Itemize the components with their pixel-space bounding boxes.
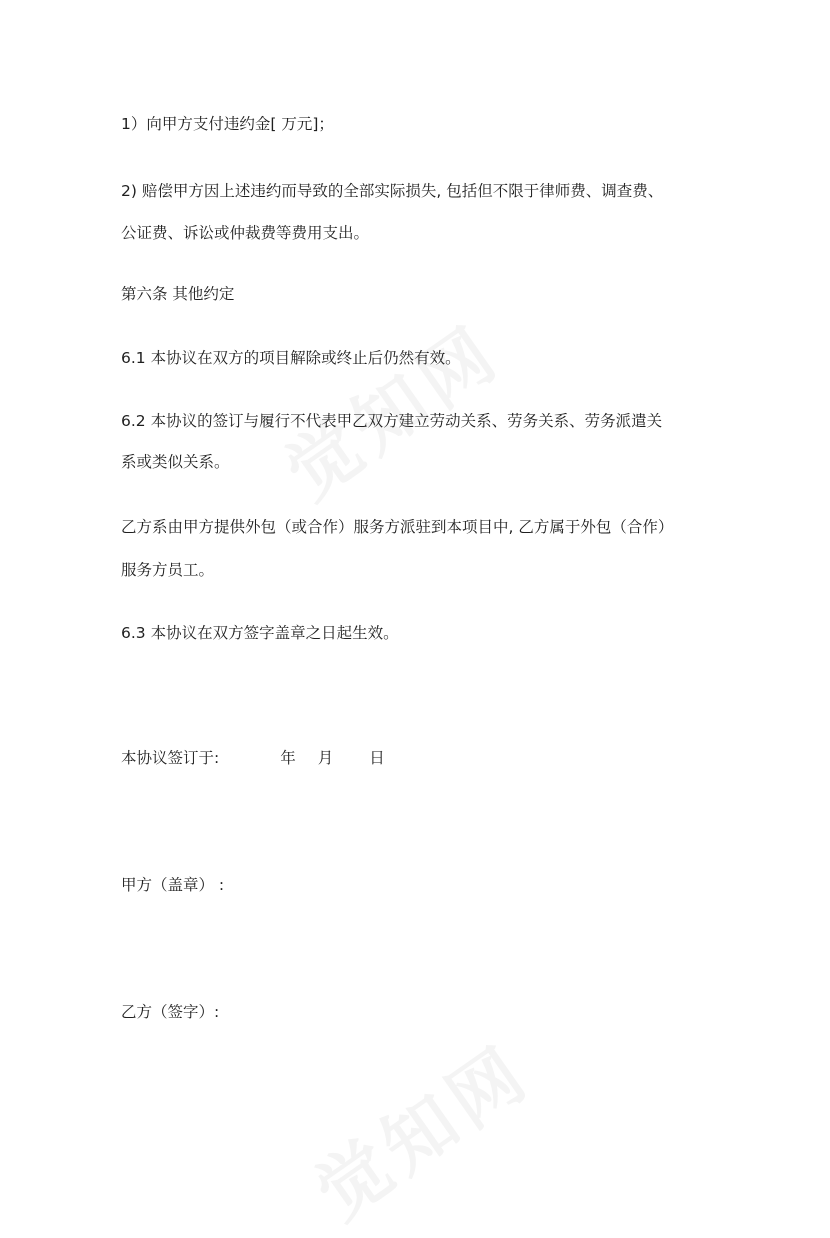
clause-penalty-payment: 1）向甲方支付违约金[ 万元]； bbox=[121, 115, 334, 133]
day-field: 日 bbox=[369, 749, 385, 767]
clause-6-2-line-2: 系或类似关系。 bbox=[121, 453, 230, 471]
clause-6-3: 6.3 本协议在双方签字盖章之日起生效。 bbox=[121, 624, 399, 642]
watermark bbox=[292, 1016, 548, 1238]
watermark bbox=[262, 296, 518, 519]
outsourcing-note-line-1: 乙方系由甲方提供外包（或合作）服务方派驻到本项目中, 乙方属于外包（合作） bbox=[121, 518, 674, 536]
clause-6-2-line-1: 6.2 本协议的签订与履行不代表甲乙双方建立劳动关系、劳务关系、劳务派遣关 bbox=[121, 412, 663, 430]
article-6-heading: 第六条 其他约定 bbox=[121, 285, 235, 303]
clause-6-1: 6.1 本协议在双方的项目解除或终止后仍然有效。 bbox=[121, 349, 461, 367]
month-field: 月 bbox=[317, 749, 334, 767]
clause-compensation-line-1: 2) 赔偿甲方因上述违约而导致的全部实际损失, 包括但不限于律师费、调查费、 bbox=[121, 182, 664, 200]
clause-compensation-line-2: 公证费、诉讼或仲裁费等费用支出。 bbox=[121, 224, 370, 242]
signing-date-label: 本协议签订于: bbox=[121, 749, 220, 767]
outsourcing-note-line-2: 服务方员工。 bbox=[121, 561, 215, 579]
party-a-seal-label: 甲方（盖章） : bbox=[121, 876, 225, 894]
party-b-signature-label: 乙方（签字）: bbox=[121, 1003, 220, 1021]
year-field: 年 bbox=[280, 749, 296, 767]
signing-date-line bbox=[121, 748, 385, 768]
